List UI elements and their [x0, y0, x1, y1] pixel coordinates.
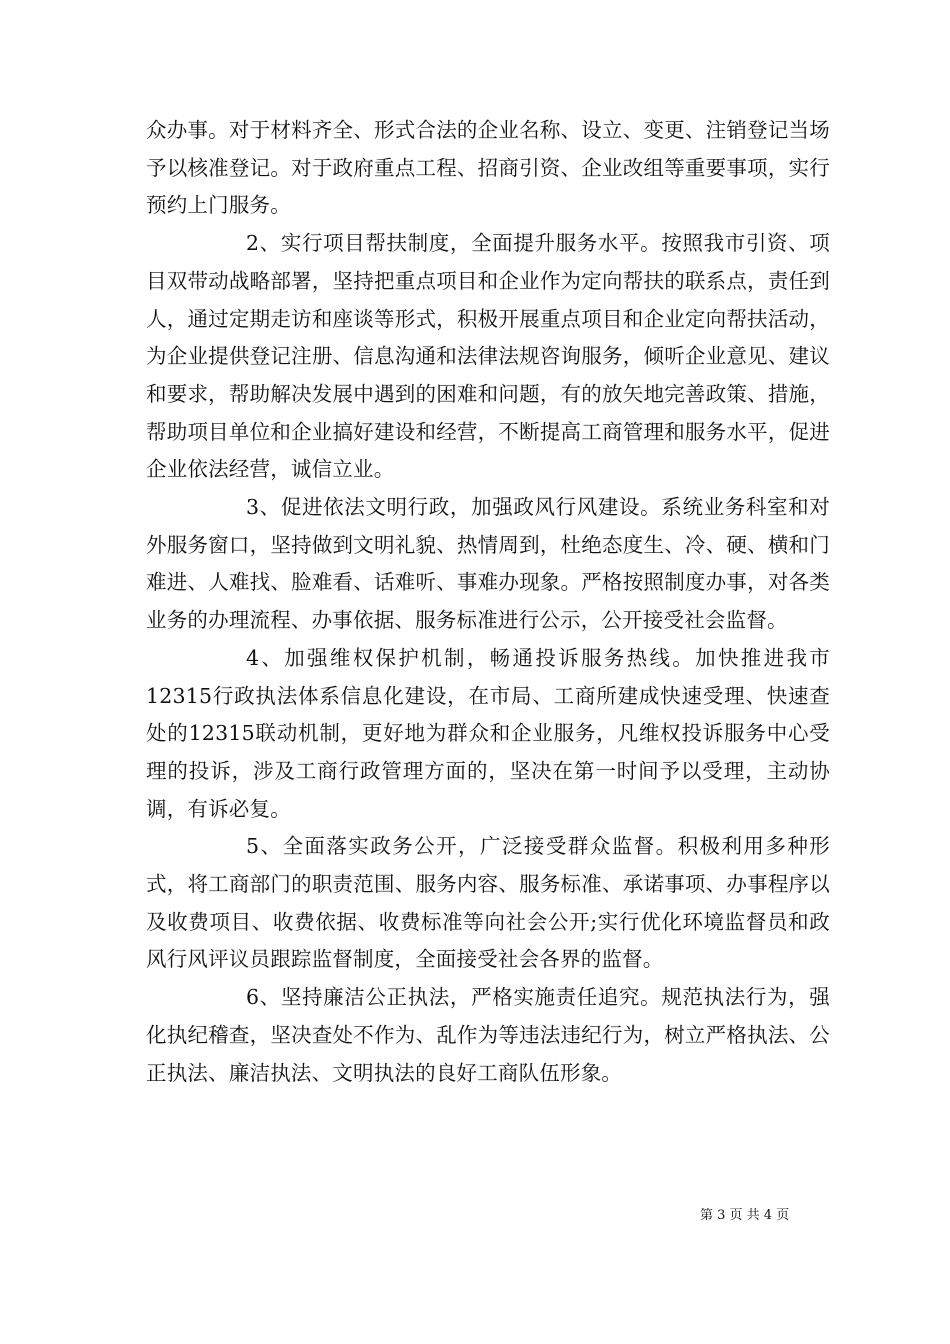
paragraph-civilized-administration: 3、促进依法文明行政，加强政风行风建设。系统业务科室和对外服务窗口，坚持做到文明礼貌、热情周到，杜绝态度生、冷、硬、横和门难进、人难找、脸难看、话难听、事难办现象。严格按照制度办事，对各类业务的办理流程、办事依据、服务标准进行公示，公开接受社会监督。	[146, 495, 830, 633]
paragraph-government-affairs-disclosure: 5、全面落实政务公开，广泛接受群众监督。积极利用多种形式，将工商部门的职责范围、服务内容、服务标准、承诺事项、办事程序以及收费项目、收费依据、收费标准等向社会公开;实行优化环境监督员和政风行风评议员跟踪监督制度，全面接受社会各界的监督。	[146, 834, 830, 972]
page-number-footer: 第 3 页 共 4 页	[700, 1208, 790, 1223]
paragraph-project-assistance: 2、实行项目帮扶制度，全面提升服务水平。按照我市引资、项目双带动战略部署，坚持把重点项目和企业作为定向帮扶的联系点，责任到人，通过定期走访和座谈等形式，积极开展重点项目和企业定向帮扶活动，为企业提供登记注册、信息沟通和法律法规咨询服务，倾听企业意见、建议和要求，帮助解决发展中遇到的困难和问题，有的放矢地完善政策、措施，帮助项目单位和企业搞好建设和经营，不断提高工商管理和服务水平，促进企业依法经营，诚信立业。	[146, 231, 830, 482]
paragraph-clean-enforcement: 6、坚持廉洁公正执法，严格实施责任追究。规范执法行为，强化执纪稽查，坚决查处不作为、乱作为等违法违纪行为，树立严格执法、公正执法、廉洁执法、文明执法的良好工商队伍形象。	[146, 985, 830, 1085]
paragraph-continuation: 众办事。对于材料齐全、形式合法的企业名称、设立、变更、注销登记当场予以核准登记。对于政府重点工程、招商引资、企业改组等重要事项，实行预约上门服务。	[146, 118, 830, 218]
document-body	[146, 112, 830, 1092]
paragraph-rights-protection: 4、加强维权保护机制，畅通投诉服务热线。加快推进我市12315行政执法体系信息化建设，在市局、工商所建成快速受理、快速查处的12315联动机制，更好地为群众和企业服务，凡维权投诉服务中心受理的投诉，涉及工商行政管理方面的，坚决在第一时间予以受理，主动协调，有诉必复。	[146, 645, 830, 821]
